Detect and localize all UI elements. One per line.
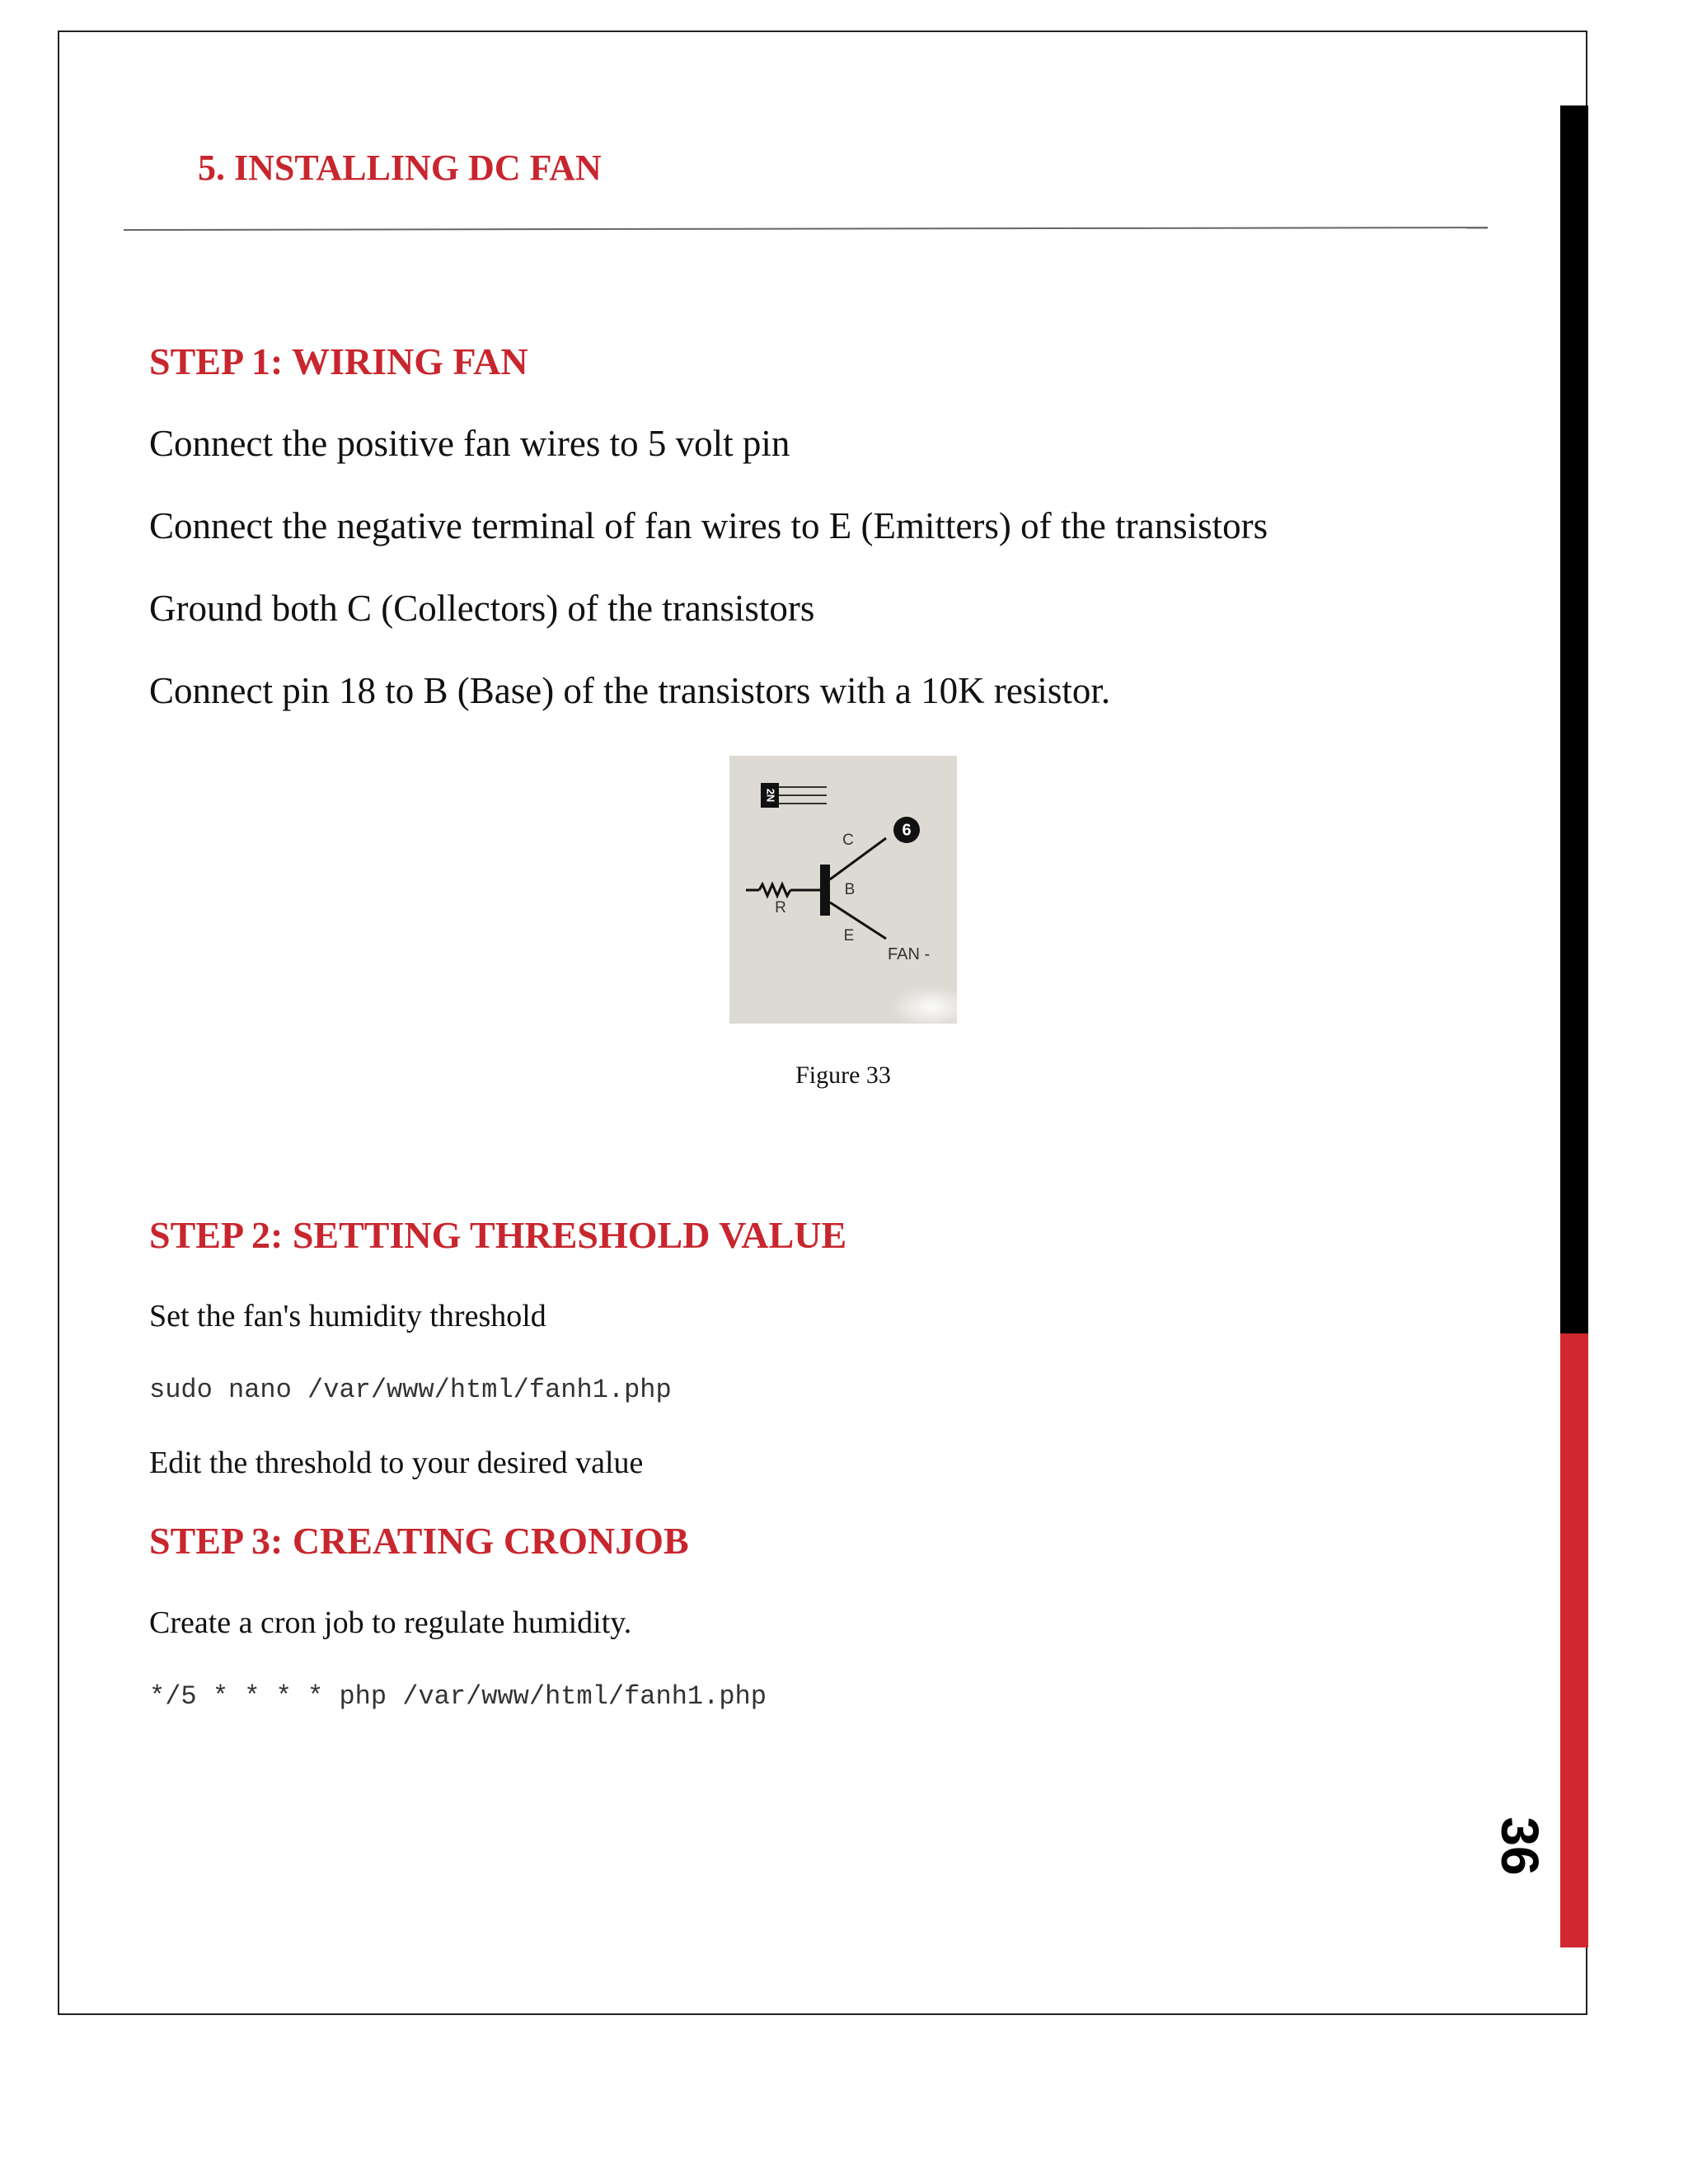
section-title: 5. INSTALLING DC FAN	[198, 148, 602, 188]
step3-heading: STEP 3: CREATING CRONJOB	[149, 1520, 689, 1562]
step1-line-2: Connect the negative terminal of fan wires to E (Emitters) of the transistors	[149, 505, 1268, 546]
step2-heading: STEP 2: SETTING THRESHOLD VALUE	[149, 1214, 847, 1256]
page-number-text: 36	[1490, 1816, 1550, 1876]
photo-glare	[890, 986, 957, 1024]
base-bar	[820, 865, 830, 916]
step2-text2: Edit the threshold to your desired value	[149, 1446, 644, 1480]
transistor-diagram-figure	[729, 756, 957, 1024]
emitter-lead	[830, 902, 886, 939]
transistor-package-icon	[761, 783, 827, 808]
figure-caption: Figure 33	[795, 1062, 891, 1089]
resistor-symbol	[746, 884, 820, 896]
step1-line-4: Connect pin 18 to B (Base) of the transistors with a 10K resistor.	[149, 670, 1111, 711]
step3-text: Create a cron job to regulate humidity.	[149, 1605, 632, 1640]
package-label: 2N	[764, 788, 777, 803]
step3-code: */5 * * * * php /var/www/html/fanh1.php	[149, 1681, 767, 1712]
fan-label: FAN -	[888, 945, 931, 963]
base-label: B	[844, 881, 856, 898]
transistor-diagram	[729, 756, 957, 1024]
emitter-label: E	[843, 927, 855, 944]
side-bar-red	[1560, 1333, 1588, 1947]
step1-line-1: Connect the positive fan wires to 5 volt pin	[149, 423, 790, 464]
resistor-label: R	[775, 899, 786, 916]
collector-lead	[830, 838, 886, 879]
collector-label: C	[842, 832, 854, 849]
step1-line-3: Ground both C (Collectors) of the transistors	[149, 588, 815, 629]
step2-text: Set the fan's humidity threshold	[149, 1299, 546, 1333]
step1-heading: STEP 1: WIRING FAN	[149, 340, 528, 382]
pin-number-label: 6	[902, 821, 912, 840]
side-bar-black	[1560, 105, 1588, 1333]
step2-code: sudo nano /var/www/html/fanh1.php	[149, 1375, 672, 1405]
